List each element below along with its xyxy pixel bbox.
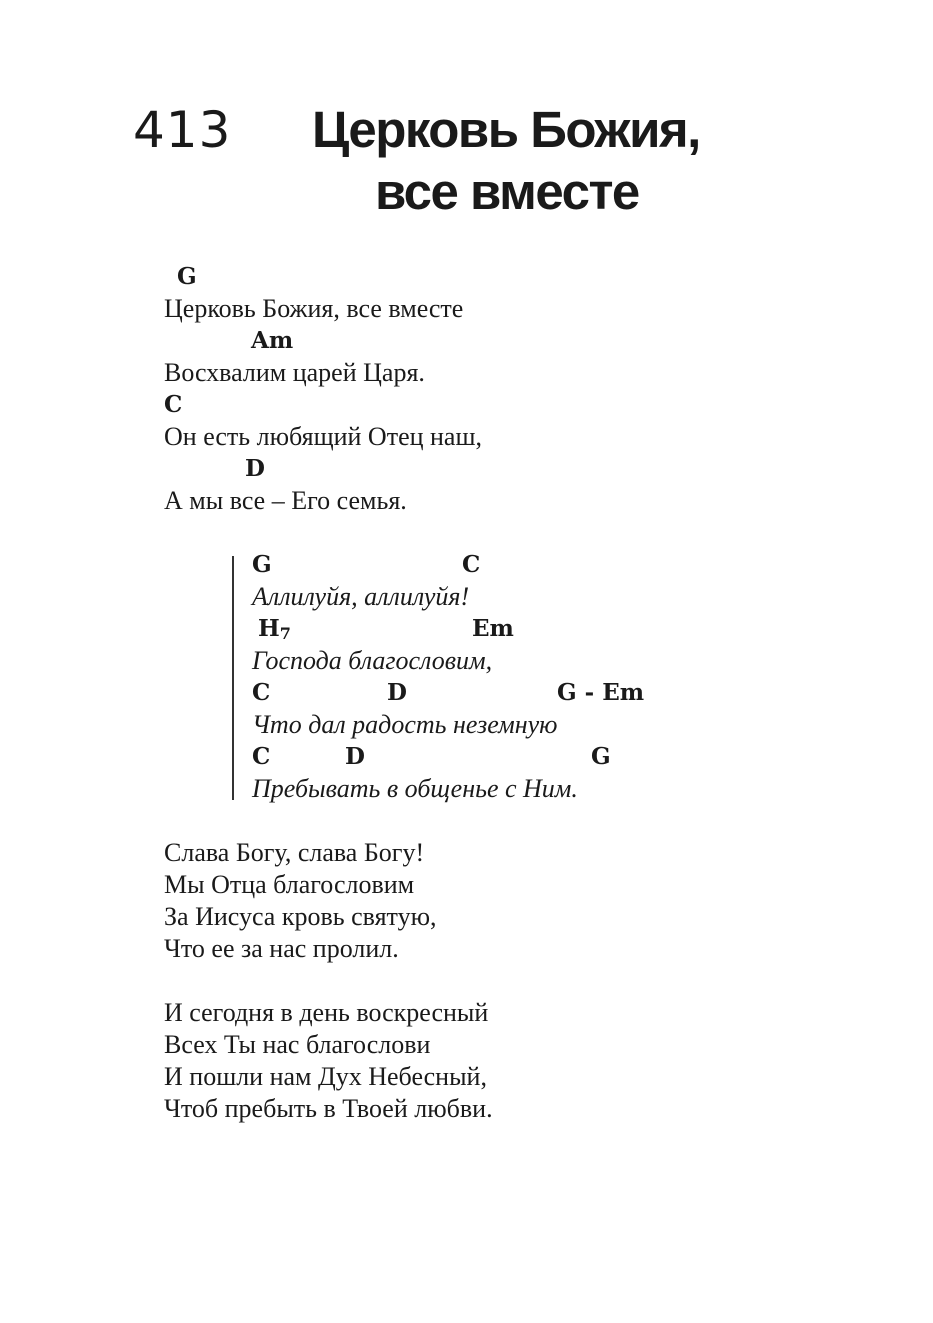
chord-h7 (258, 613, 291, 647)
chorus-line4: Пребывать в общенье с Ним. (252, 774, 578, 803)
chord-c: C (462, 551, 481, 578)
chord-g: G (177, 263, 197, 290)
chord-g-em: G - Em (557, 679, 645, 706)
chord-em: Em (472, 615, 514, 642)
verse1-line4: А мы все – Его семья. (164, 486, 407, 515)
chord-g: G (252, 551, 272, 578)
chorus-line3: Что дал радость неземную (252, 710, 558, 739)
chord-h7-root: H (258, 615, 280, 642)
verse3-line2: Всех Ты нас благослови (164, 1030, 431, 1059)
chord-h7-sub: 7 (279, 624, 291, 643)
chord-c: C (252, 679, 271, 706)
chord-c: C (164, 391, 183, 418)
chorus-line2: Господа благословим, (252, 646, 493, 675)
chord-d: D (345, 743, 365, 770)
hymn-title-line1: Церковь Божия, (312, 101, 700, 158)
verse2-line2: Мы Отца благословим (164, 870, 415, 899)
verse1-line3: Он есть любящий Отец наш, (164, 422, 482, 451)
chord-d: D (387, 679, 407, 706)
verse2-line3: За Иисуса кровь святую, (164, 902, 437, 931)
verse3-line1: И сегодня в день воскресный (164, 998, 489, 1027)
chorus-bar (232, 556, 234, 800)
verse2-line4: Что ее за нас пролил. (164, 934, 399, 963)
verse2-line1: Слава Богу, слава Богу! (164, 838, 425, 867)
verse1-line2: Восхвалим царей Царя. (164, 358, 425, 387)
verse3-line3: И пошли нам Дух Небесный, (164, 1062, 487, 1091)
chorus-line1: Аллилуйя, аллилуйя! (252, 582, 470, 611)
chord-c: C (252, 743, 271, 770)
hymn-title-line2: все вместе (375, 163, 639, 220)
chord-g: G (591, 743, 611, 770)
chord-am: Am (251, 327, 294, 354)
chord-d: D (245, 455, 265, 482)
hymn-number: 413 (133, 101, 232, 159)
verse1-line1: Церковь Божия, все вместе (164, 294, 464, 323)
verse3-line4: Чтоб пребыть в Твоей любви. (164, 1094, 493, 1123)
